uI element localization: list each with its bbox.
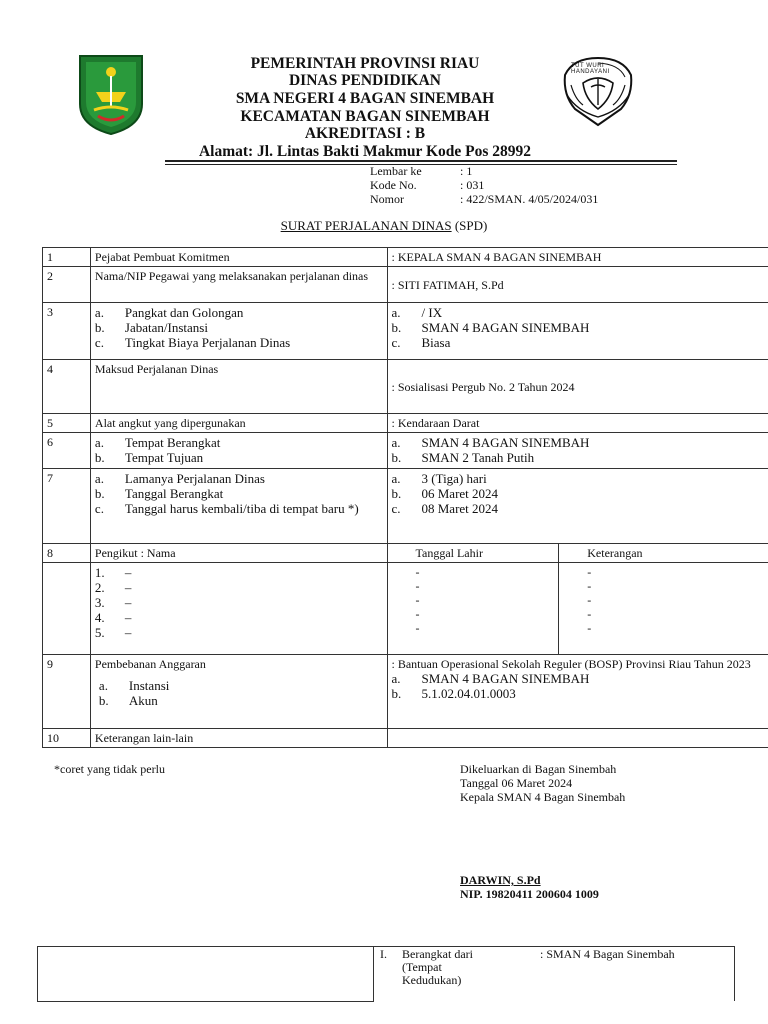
row-value: : KEPALA SMAN 4 BAGAN SINEMBAH bbox=[387, 248, 768, 267]
letterhead-divider-thick bbox=[165, 160, 677, 162]
row-number: 10 bbox=[43, 729, 91, 748]
letterhead-accreditation: AKREDITASI : B bbox=[304, 125, 426, 142]
list-item: a. Lamanya Perjalanan Dinas bbox=[94, 471, 265, 486]
list-item: 1. – bbox=[94, 565, 132, 580]
list-item: a. 3 (Tiga) hari bbox=[391, 471, 487, 486]
meta-nomor-value: : 422/SMAN. 4/05/2024/031 bbox=[460, 192, 599, 206]
document-title bbox=[0, 218, 768, 234]
column-header-birthdate: Tanggal Lahir bbox=[387, 544, 559, 563]
row-number: 8 bbox=[43, 544, 91, 563]
row-value-text: : Sosialisasi Pergub No. 2 Tahun 2024 bbox=[391, 379, 575, 394]
table-row bbox=[43, 414, 768, 433]
row-number: 9 bbox=[43, 655, 91, 729]
follower-birthdates: - - - - - bbox=[387, 563, 559, 655]
row-label: Keterangan lain-lain bbox=[90, 729, 387, 748]
list-item: c. Biasa bbox=[391, 335, 451, 350]
row-number-empty bbox=[43, 563, 91, 655]
list-item: 3. – bbox=[94, 595, 132, 610]
row-number: 6 bbox=[43, 433, 91, 469]
row-label: Alat angkut yang dipergunakan bbox=[90, 414, 387, 433]
letterhead-government: PEMERINTAH PROVINSI RIAU bbox=[250, 55, 480, 72]
table-row bbox=[43, 544, 768, 563]
row-number: 5 bbox=[43, 414, 91, 433]
bottom-label: Berangkat dari (Tempat Kedudukan) bbox=[402, 947, 473, 987]
issued-place: Dikeluarkan di Bagan Sinembah bbox=[460, 762, 617, 776]
letterhead-district: KECAMATAN BAGAN SINEMBAH bbox=[240, 108, 490, 125]
meta-kode-value: : 031 bbox=[460, 178, 485, 192]
signer-block bbox=[460, 873, 599, 901]
list-item: b. Akun bbox=[98, 693, 158, 708]
list-item: b. SMAN 4 BAGAN SINEMBAH bbox=[391, 320, 590, 335]
list-item: b. SMAN 2 Tanah Putih bbox=[391, 450, 535, 465]
document-title-abbr: (SPD) bbox=[451, 218, 488, 233]
row-value: : Kendaraan Darat bbox=[387, 414, 768, 433]
list-item: b. 5.1.02.04.01.0003 bbox=[391, 686, 516, 701]
row-label: Pejabat Pembuat Komitmen bbox=[90, 248, 387, 267]
list-item: a. / IX bbox=[391, 305, 443, 320]
list-item: b. Jabatan/Instansi bbox=[94, 320, 208, 335]
list-item: 5. – bbox=[94, 625, 132, 640]
follower-names bbox=[90, 563, 387, 655]
meta-lembar-value: : 1 bbox=[460, 164, 473, 178]
list-item: b. Tempat Tujuan bbox=[94, 450, 204, 465]
table-row bbox=[43, 303, 768, 360]
row-label-list bbox=[90, 433, 387, 469]
list-item: b. Tanggal Berangkat bbox=[94, 486, 224, 501]
table-row bbox=[43, 360, 768, 414]
list-item: c. 08 Maret 2024 bbox=[391, 501, 499, 516]
signer-name: DARWIN, S.Pd bbox=[460, 873, 541, 887]
row-label: Pengikut : Nama bbox=[90, 544, 387, 563]
row-label-list bbox=[90, 469, 387, 544]
row-value bbox=[387, 267, 768, 303]
list-item: a. Instansi bbox=[98, 678, 170, 693]
table-row bbox=[43, 729, 768, 748]
row-number: 1 bbox=[43, 248, 91, 267]
bottom-roman-numeral: I. bbox=[380, 947, 387, 961]
signer-position: Kepala SMAN 4 Bagan Sinembah bbox=[460, 790, 626, 804]
logo-ring-text: TUT WURI HANDAYANI bbox=[571, 63, 610, 75]
meta-lembar-label: Lembar ke bbox=[370, 164, 422, 178]
row-number: 7 bbox=[43, 469, 91, 544]
row-number: 4 bbox=[43, 360, 91, 414]
row-value-list: : Bantuan Operasional Sekolah Reguler (BOSP) Provinsi Riau Tahun 2023 a. SMAN 4 BAGAN SINEMBAH b. 5.1.02.04.01.0003 bbox=[387, 655, 768, 729]
list-item: a. Pangkat dan Golongan bbox=[94, 305, 244, 320]
signer-nip: NIP. 19820411 200604 1009 bbox=[460, 887, 599, 901]
table-row bbox=[43, 563, 768, 655]
table-row bbox=[43, 267, 768, 303]
row-value bbox=[387, 729, 768, 748]
document-title-main: SURAT PERJALANAN DINAS bbox=[280, 218, 452, 233]
list-item: a. SMAN 4 BAGAN SINEMBAH bbox=[391, 671, 590, 686]
table-row bbox=[43, 433, 768, 469]
table-row bbox=[43, 248, 768, 267]
letterhead-address: Alamat: Jl. Lintas Bakti Makmur Kode Pos 28992 bbox=[198, 143, 532, 160]
column-header-remarks: Keterangan bbox=[559, 544, 768, 563]
letterhead-office: DINAS PENDIDIKAN bbox=[288, 72, 441, 89]
table-row bbox=[43, 469, 768, 544]
row-label: Maksud Perjalanan Dinas bbox=[90, 360, 387, 414]
row-value-list bbox=[387, 469, 768, 544]
meta-nomor-label: Nomor bbox=[370, 192, 404, 206]
footnote: *coret yang tidak perlu bbox=[54, 762, 165, 776]
list-item: b. 06 Maret 2024 bbox=[391, 486, 499, 501]
row-value-list bbox=[387, 303, 768, 360]
bottom-right-box bbox=[373, 946, 735, 1001]
list-item: c. Tingkat Biaya Perjalanan Dinas bbox=[94, 335, 291, 350]
list-item: 2. – bbox=[94, 580, 132, 595]
list-item: 4. – bbox=[94, 610, 132, 625]
row-label-list: Pembebanan Anggaran a. Instansi b. Akun bbox=[90, 655, 387, 729]
follower-remarks: - - - - - bbox=[559, 563, 768, 655]
list-item: c. Tanggal harus kembali/tiba di tempat baru *) bbox=[94, 501, 359, 516]
row-number: 2 bbox=[43, 267, 91, 303]
bottom-left-box bbox=[37, 946, 374, 1002]
issued-date: Tanggal 06 Maret 2024 bbox=[460, 776, 573, 790]
meta-kode-label: Kode No. bbox=[370, 178, 417, 192]
list-item: a. SMAN 4 BAGAN SINEMBAH bbox=[391, 435, 590, 450]
row-label: Nama/NIP Pegawai yang melaksanakan perjalanan dinas bbox=[90, 267, 387, 303]
row-value-text: : SITI FATIMAH, S.Pd bbox=[391, 277, 504, 292]
bottom-value: : SMAN 4 Bagan Sinembah bbox=[540, 947, 675, 961]
table-row bbox=[43, 655, 768, 729]
row-label-list bbox=[90, 303, 387, 360]
letterhead-school: SMA NEGERI 4 BAGAN SINEMBAH bbox=[235, 90, 495, 107]
row-number: 3 bbox=[43, 303, 91, 360]
list-item: a. Tempat Berangkat bbox=[94, 435, 221, 450]
row-value bbox=[387, 360, 768, 414]
riau-emblem-logo bbox=[76, 52, 146, 136]
spd-table bbox=[42, 247, 768, 748]
row-value-list bbox=[387, 433, 768, 469]
